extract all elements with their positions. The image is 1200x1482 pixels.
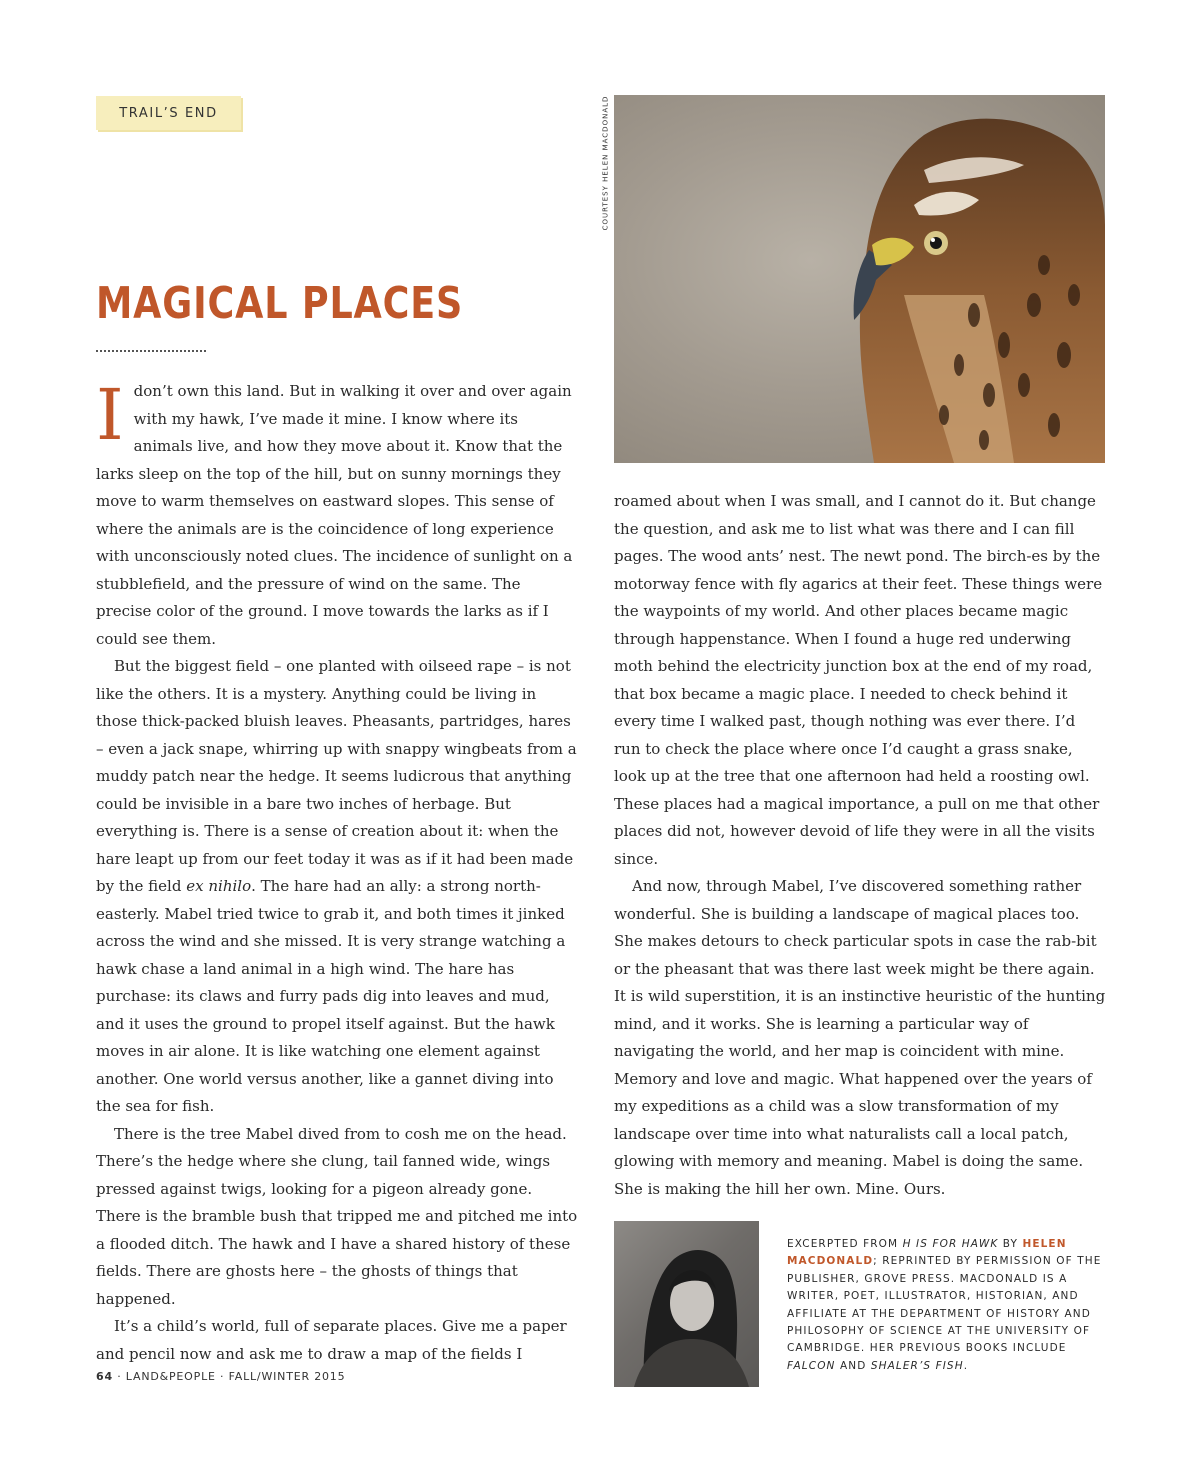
text-column-left [96, 374, 580, 1368]
bio-book-shalers-fish: SHALER’S FISH [870, 1359, 964, 1372]
paragraph-2 [96, 653, 580, 1121]
paragraph-4: It’s a child’s world, full of separate places. Give me a paper and pencil now and ask me to draw a map of the fields I [96, 1317, 567, 1363]
hawk-photo [614, 95, 1105, 463]
article-title: MAGICAL PLACES [96, 278, 464, 329]
page-number: 64 [96, 1370, 113, 1383]
bio-book-title: H IS FOR HAWK [902, 1238, 999, 1250]
photo-credit [598, 95, 612, 231]
footer-publication: · LAND&PEOPLE · FALL/WINTER 2015 [112, 1370, 346, 1383]
photo-credit-text: COURTESY HELEN MACDONALD [601, 95, 610, 231]
paragraph-2-text-a: But the biggest field – one planted with oilseed rape – is not like the others. It is a mystery. Anything could be living in those thick-packed bluish leaves. Pheasants, partridges, hares – even a jack snape, whirring up with snappy wingbeats from a muddy patch near the hedge. It seems ludicrous that anything could be invisible in a bare two inches of herbage. But everything is. There is a sense of creation about it: when the hare leapt up from our feet today it was as if it had been made by the field [96, 657, 577, 895]
paragraph-4-continued: roamed about when I was small, and I cannot do it. But change the question, and ask me to list what was there and I can fill pages. The wood ants’ nest. The newt pond. The birch-es by the motorway fence with fly agarics at their feet. These things were the waypoints of my world. And other places became magic through happenstance. When I found a huge red underwing moth behind the electricity junction box at the end of my road, that box became a magic place. I needed to check behind it every time I walked past, though nothing was ever there. I’d run to check the place where once I’d caught a grass snake, look up at the tree that one afternoon had held a roosting owl. These places had a magical importance, a pull on me that other places did not, however devoid of life they were in all the visits since. [614, 492, 1103, 868]
page-footer [96, 1370, 345, 1383]
author-portrait [614, 1221, 759, 1387]
bio-book-falcon: FALCON [787, 1359, 836, 1372]
hawk-illustration [614, 95, 1105, 463]
text-column-right [614, 488, 1106, 1203]
paragraph-5: And now, through Mabel, I’ve discovered something rather wonderful. She is building a landscape of magical places too. She makes detours to check particular spots in case the rab-bit or the pheasant that was there last week might be there again. It is wild superstition, it is an instinctive heuristic of the hunting mind, and it works. She is learning a particular way of navigating the world, and her map is coincident with mine. Memory and love and magic. What happened over the years of my expeditions as a child was a slow transformation of my landscape over time into what naturalists call a local patch, glowing with memory and meaning. Mabel is doing the same. She is making the hill her own. Mine. Ours. [614, 877, 1106, 1198]
bio-by: BY [998, 1238, 1023, 1250]
drop-cap: I [96, 374, 124, 456]
section-tag: TRAIL’S END [96, 96, 241, 130]
title-divider [96, 350, 206, 352]
paragraph-1 [96, 374, 580, 653]
bio-prefix: EXCERPTED FROM [787, 1238, 903, 1250]
paragraph-2-text-b: . The hare had an ally: a strong north-easterly. Mabel tried twice to grab it, and both times it jinked across the wind and she missed. It is very strange watching a hawk chase a land animal in a high wind. The hare has purchase: its claws and furry pads dig into leaves and mud, and it uses the ground to propel itself against. But the hawk moves in air alone. It is like watching one element against another. One world versus another, like a gannet diving into the sea for fish. [96, 877, 566, 1115]
italic-phrase: ex nihilo [186, 877, 252, 895]
bio-author-name: HELEN MACDONALD [787, 1238, 1067, 1268]
bio-end: . [963, 1359, 969, 1372]
portrait-illustration [614, 1221, 759, 1387]
bio-text: ; REPRINTED BY PERMISSION OF THE PUBLISHER, GROVE PRESS. MACDONALD IS A WRITER, POET, ILLUSTRATOR, HISTORIAN, AND AFFILIATE AT THE DEPARTMENT OF HISTORY AND PHILOSOPHY OF SCIENCE AT THE UNIVERSITY OF CAMBRIDGE. HER PREVIOUS BOOKS INCLUDE [787, 1255, 1102, 1355]
paragraph-3: There is the tree Mabel dived from to cosh me on the head. There’s the hedge where she clung, tail fanned wide, wings pressed against twigs, looking for a pigeon already gone. There is the bramble bush that tripped me and pitched me into a flooded ditch. The hawk and I have a shared history of these fields. There are ghosts here – the ghosts of things that happened. [96, 1124, 578, 1308]
author-bio [787, 1236, 1105, 1375]
paragraph-1-text: don’t own this land. But in walking it over and over again with my hawk, I’ve made it mine. I know where its animals live, and how they move about it. Know that the larks sleep on the top of the hill, but on sunny mornings they move to warm themselves on eastward slopes. This sense of where the animals are is the coincidence of long experience with unconsciously noted clues. The incidence of sunlight on a stubblefield, and the pressure of wind on the same. The precise color of the ground. I move towards the larks as if I could see them. [96, 382, 573, 648]
bio-and: AND [835, 1359, 871, 1372]
